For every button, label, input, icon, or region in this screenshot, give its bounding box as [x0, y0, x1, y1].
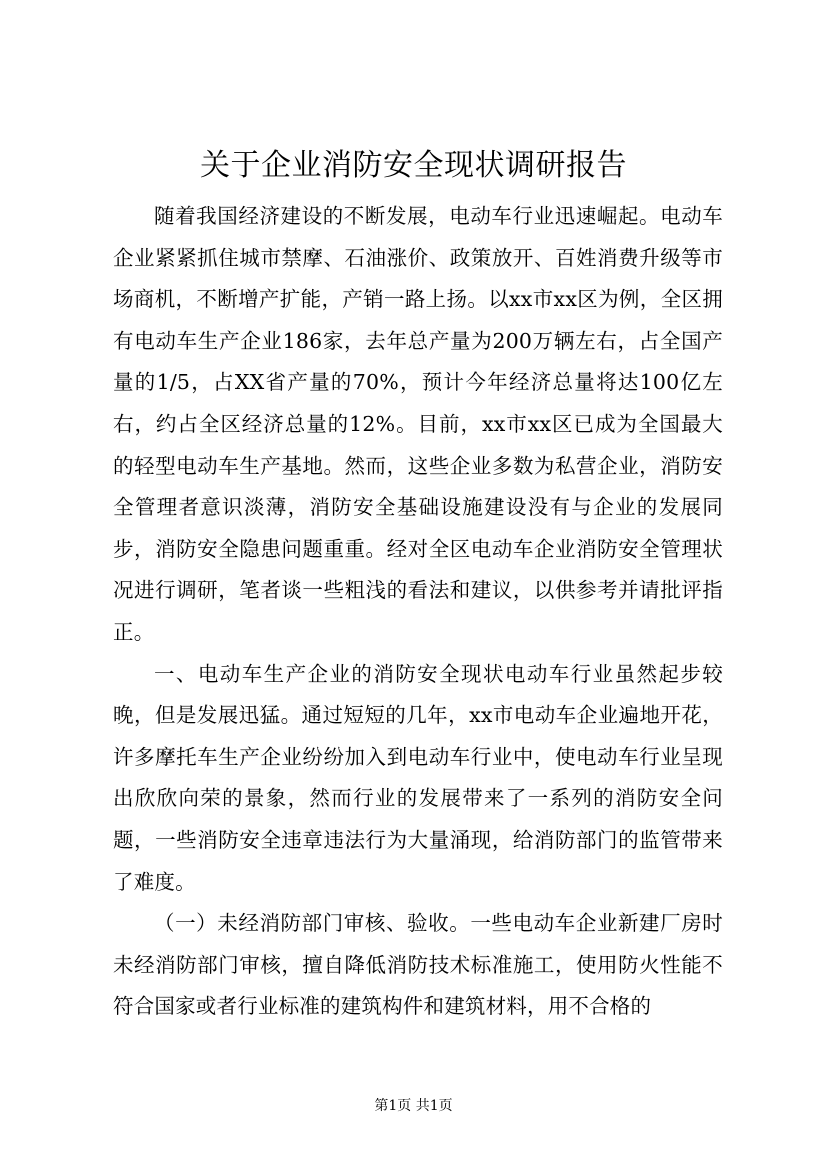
document-title: 关于企业消防安全现状调研报告	[200, 148, 627, 183]
paragraph-subsection-one: （一）未经消防部门审核、验收。一些电动车企业新建厂房时未经消防部门审核，擅自降低消防技术标准施工，使用防火性能不符合国家或者行业标准的建筑构件和建筑材料，用不合格的	[113, 911, 723, 1019]
document-body	[113, 196, 723, 1028]
paragraph-intro: 随着我国经济建设的不断发展，电动车行业迅速崛起。电动车企业紧紧抓住城市禁摩、石油涨价、政策放开、百姓消费升级等市场商机，不断增产扩能，产销一路上扬。以xx市xx区为例，全区拥有电动车生产企业186家，去年总产量为200万辆左右，占全国产量的1/5，占XX省产量的70%，预计今年经济总量将达100亿左右，约占全区经济总量的12%。目前，xx市xx区已成为全国最大的轻型电动车生产基地。然而，这些企业多数为私营企业，消防安全管理者意识淡薄，消防安全基础设施建设没有与企业的发展同步，消防安全隐患问题重重。经对全区电动车企业消防安全管理状况进行调研，笔者谈一些粗浅的看法和建议，以供参考并请批评指正。	[113, 204, 723, 644]
paragraph-section-one: 一、电动车生产企业的消防安全现状电动车行业虽然起步较晚，但是发展迅猛。通过短短的几年，xx市电动车企业遍地开花，许多摩托车生产企业纷纷加入到电动车行业中，使电动车行业呈现出欣欣向荣的景象，然而行业的发展带来了一系列的消防安全问题，一些消防安全违章违法行为大量涌现，给消防部门的监管带来了难度。	[113, 661, 723, 894]
page-footer: 第1页 共1页	[374, 1098, 453, 1114]
